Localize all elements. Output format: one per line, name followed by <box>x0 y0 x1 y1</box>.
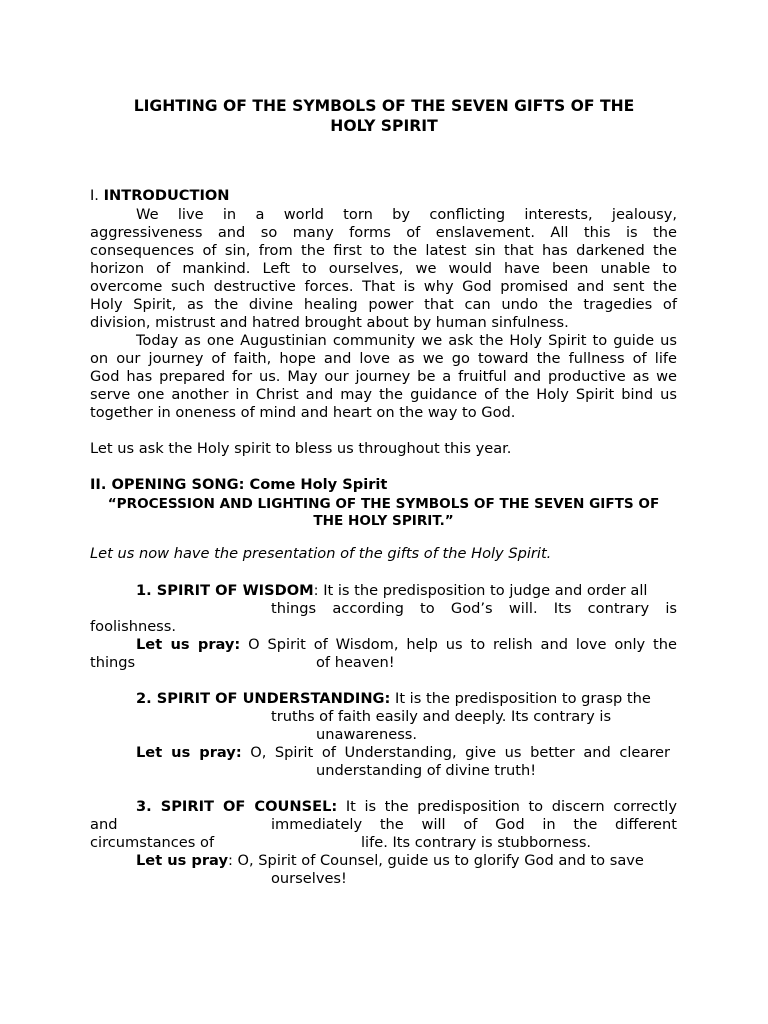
intro-para2-line: on our journey of faith, hope and love as we go toward the fullness of life <box>90 350 677 367</box>
wisdom-prayer-line-1 <box>136 636 677 654</box>
understanding-text: It is the predisposition to grasp the <box>390 690 651 707</box>
wisdom-text: : It is the predisposition to judge and order all <box>313 582 648 599</box>
understanding-prayer-line-1 <box>136 744 670 762</box>
intro-para2-line: together in oneness of mind and heart on the way to God. <box>90 404 516 421</box>
wisdom-label: 1. SPIRIT OF WISDOM <box>136 582 314 599</box>
intro-para1-line: Holy Spirit, as the divine healing power that can undo the tragedies of <box>90 296 677 313</box>
counsel-line-3a: circumstances of <box>90 834 215 851</box>
wisdom-prayer-line-2b: of heaven! <box>316 654 395 671</box>
counsel-prayer-line-2: ourselves! <box>271 870 347 887</box>
intro-para1-line: aggressiveness and so many forms of enslavement. All this is the <box>90 224 677 241</box>
understanding-pray-label: Let us pray: <box>136 744 242 761</box>
procession-line-2: THE HOLY SPIRIT.” <box>313 513 454 529</box>
understanding-label: 2. SPIRIT OF UNDERSTANDING: <box>136 690 391 707</box>
counsel-pray-label: Let us pray <box>136 852 228 869</box>
intro-numeral: I. <box>90 187 99 204</box>
counsel-line-1 <box>136 798 677 816</box>
understanding-line-2: truths of faith easily and deeply. Its contrary is <box>271 708 612 725</box>
intro-para1-line: horizon of mankind. Left to ourselves, we would have been unable to <box>90 260 677 277</box>
counsel-pray-text: : O, Spirit of Counsel, guide us to glorify God and to save <box>227 852 644 869</box>
document-title <box>90 96 678 136</box>
intro-para2-line: Today as one Augustinian community we ask the Holy Spirit to guide us <box>136 332 677 349</box>
intro-para1-line: division, mistrust and hatred brought about by human sinfulness. <box>90 314 569 331</box>
understanding-pray-text: O, Spirit of Understanding, give us better and clearer <box>241 744 670 761</box>
intro-heading-text: INTRODUCTION <box>103 187 230 204</box>
intro-closing: Let us ask the Holy spirit to bless us throughout this year. <box>90 440 512 457</box>
intro-para1-line: We live in a world torn by conflicting interests, jealousy, <box>136 206 677 223</box>
presentation-text: Let us now have the presentation of the gifts of the Holy Spirit. <box>90 545 552 562</box>
counsel-label: 3. SPIRIT OF COUNSEL: <box>136 798 338 815</box>
intro-para2-line: serve one another in Christ and may the guidance of the Holy Spirit bind us <box>90 386 677 403</box>
wisdom-pray-label: Let us pray: <box>136 636 241 653</box>
counsel-line-2b: immediately the will of God in the different <box>271 816 677 833</box>
title-line-2: HOLY SPIRIT <box>330 117 438 135</box>
counsel-prayer-line-1 <box>136 852 677 870</box>
procession-line-1: “PROCESSION AND LIGHTING OF THE SYMBOLS OF THE SEVEN GIFTS OF <box>107 496 660 512</box>
intro-para2-line: God has prepared for us. May our journey be a fruitful and productive as we <box>90 368 677 385</box>
intro-para1-line: consequences of sin, from the first to the latest sin that has darkened the <box>90 242 677 259</box>
counsel-text: It is the predisposition to discern correctly <box>337 798 677 815</box>
intro-heading <box>90 187 677 205</box>
understanding-prayer-line-2: understanding of divine truth! <box>316 762 537 779</box>
intro-para1-line: overcome such destructive forces. That is why God promised and sent the <box>90 278 677 295</box>
title-line-1: LIGHTING OF THE SYMBOLS OF THE SEVEN GIFTS OF THE <box>133 97 635 115</box>
wisdom-line-2: things according to God’s will. Its contrary is <box>271 600 677 617</box>
opening-song-heading: II. OPENING SONG: Come Holy Spirit <box>90 476 388 493</box>
wisdom-pray-text: O Spirit of Wisdom, help us to relish and love only the <box>240 636 678 653</box>
counsel-line-3b: life. Its contrary is stubborness. <box>361 834 592 851</box>
wisdom-line-1 <box>136 582 677 600</box>
wisdom-line-3: foolishness. <box>90 618 177 635</box>
counsel-line-2a: and <box>90 816 118 833</box>
understanding-line-1 <box>136 690 677 708</box>
wisdom-pray-text: things <box>90 654 136 671</box>
understanding-line-3: unawareness. <box>316 726 418 743</box>
